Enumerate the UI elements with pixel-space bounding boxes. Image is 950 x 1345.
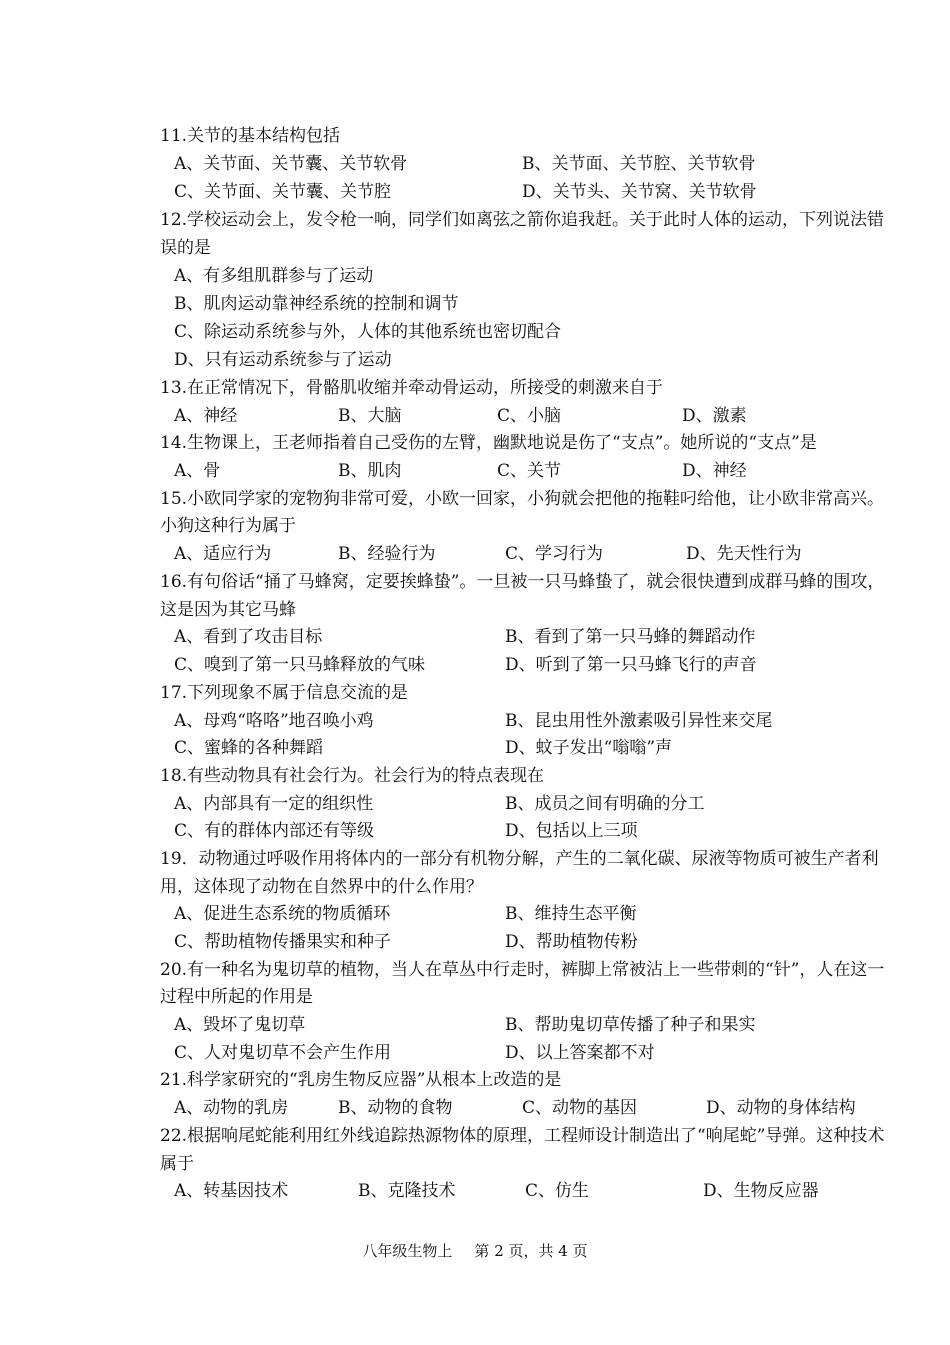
q13-option-a: A、神经 xyxy=(174,406,238,426)
q19-option-c: C、帮助植物传播果实和种子 xyxy=(174,932,392,952)
q14-option-a: A、骨 xyxy=(174,461,221,481)
q17-option-d: D、蚊子发出“嗡嗡”声 xyxy=(505,738,673,758)
q16-option-b: B、看到了第一只马蜂的舞蹈动作 xyxy=(505,627,756,647)
q20-option-a: A、毁坏了鬼切草 xyxy=(174,1015,306,1035)
q22-stem-line2: 属于 xyxy=(160,1154,194,1174)
q21-stem: 21.科学家研究的“乳房生物反应器”从根本上改造的是 xyxy=(160,1070,562,1090)
q18-option-c: C、有的群体内部还有等级 xyxy=(174,821,375,841)
q17-stem: 17.下列现象不属于信息交流的是 xyxy=(160,683,409,703)
q20-stem-line2: 过程中所起的作用是 xyxy=(160,987,313,1007)
footer-course: 八年级生物上 xyxy=(362,1242,453,1260)
q15-option-d: D、先天性行为 xyxy=(686,544,802,564)
q19-option-d: D、帮助植物传粉 xyxy=(505,932,638,952)
q11-option-d: D、关节头、关节窝、关节软骨 xyxy=(522,182,757,202)
q19-stem-line2: 用，这体现了动物在自然界中的什么作用？ xyxy=(160,877,483,897)
q21-option-a: A、动物的乳房 xyxy=(174,1098,289,1118)
q18-option-d: D、包括以上三项 xyxy=(505,821,638,841)
q15-stem-line2: 小狗这种行为属于 xyxy=(160,516,296,536)
q20-option-b: B、帮助鬼切草传播了种子和果实 xyxy=(505,1015,756,1035)
q12-option-d: D、只有运动系统参与了运动 xyxy=(174,350,392,370)
q16-option-d: D、听到了第一只马蜂飞行的声音 xyxy=(505,655,757,675)
q14-option-d: D、神经 xyxy=(682,461,747,481)
q22-option-b: B、克隆技术 xyxy=(358,1181,456,1201)
q14-stem: 14.生物课上，王老师指着自己受伤的左臂，幽默地说是伤了“支点”。她所说的“支点”是 xyxy=(160,433,817,453)
footer-page-number: 第 2 页，共 4 页 xyxy=(474,1242,588,1260)
q13-option-c: C、小脑 xyxy=(497,406,562,426)
q12-stem-line2: 误的是 xyxy=(160,238,211,258)
q14-option-b: B、肌肉 xyxy=(338,461,402,481)
q17-option-c: C、蜜蜂的各种舞蹈 xyxy=(174,738,324,758)
q22-option-a: A、转基因技术 xyxy=(174,1181,289,1201)
q19-option-b: B、维持生态平衡 xyxy=(505,904,637,924)
q20-stem-line1: 20.有一种名为鬼切草的植物，当人在草丛中行走时，裤脚上常被沾上一些带刺的“针”，人在这一 xyxy=(160,960,885,980)
q15-option-a: A、适应行为 xyxy=(174,544,272,564)
q16-stem-line2: 这是因为其它马蜂 xyxy=(160,600,296,620)
q16-option-a: A、看到了攻击目标 xyxy=(174,627,323,647)
q12-stem-line1: 12.学校运动会上，发令枪一响，同学们如离弦之箭你追我赶。关于此时人体的运动，下列说法错 xyxy=(160,210,885,230)
q18-option-b: B、成员之间有明确的分工 xyxy=(505,794,705,814)
q19-option-a: A、促进生态系统的物质循环 xyxy=(174,904,391,924)
q11-option-a: A、关节面、关节囊、关节软骨 xyxy=(174,154,408,174)
q14-option-c: C、关节 xyxy=(497,461,562,481)
q22-stem-line1: 22.根据响尾蛇能利用红外线追踪热源物体的原理，工程师设计制造出了“响尾蛇”导弹。这种技术 xyxy=(160,1126,885,1146)
q11-option-c: C、关节面、关节囊、关节腔 xyxy=(174,182,392,202)
q12-option-a: A、有多组肌群参与了运动 xyxy=(174,266,374,286)
q16-option-c: C、嗅到了第一只马蜂释放的气味 xyxy=(174,655,426,675)
q13-option-d: D、激素 xyxy=(682,406,747,426)
q22-option-c: C、仿生 xyxy=(525,1181,590,1201)
q21-option-c: C、动物的基因 xyxy=(522,1098,638,1118)
q17-option-b: B、昆虫用性外激素吸引异性来交尾 xyxy=(505,711,773,731)
q21-option-b: B、动物的食物 xyxy=(338,1098,453,1118)
q17-option-a: A、母鸡“咯咯”地召唤小鸡 xyxy=(174,711,374,731)
q13-stem: 13.在正常情况下，骨骼肌收缩并牵动骨运动，所接受的刺激来自于 xyxy=(160,378,664,398)
q11-option-b: B、关节面、关节腔、关节软骨 xyxy=(522,154,756,174)
q21-option-d: D、动物的身体结构 xyxy=(706,1098,856,1118)
q13-option-b: B、大脑 xyxy=(338,406,402,426)
q11-stem: 11.关节的基本结构包括 xyxy=(160,126,341,146)
q18-option-a: A、内部具有一定的组织性 xyxy=(174,794,374,814)
q22-option-d: D、生物反应器 xyxy=(703,1181,819,1201)
q15-option-c: C、学习行为 xyxy=(505,544,604,564)
page-footer xyxy=(0,1240,950,1262)
q20-option-c: C、人对鬼切草不会产生作用 xyxy=(174,1043,392,1063)
q12-option-b: B、肌肉运动靠神经系统的控制和调节 xyxy=(174,294,459,314)
q15-option-b: B、经验行为 xyxy=(338,544,436,564)
q15-stem-line1: 15.小欧同学家的宠物狗非常可爱，小欧一回家，小狗就会把他的拖鞋叼给他，让小欧非常高兴。 xyxy=(160,489,885,509)
q12-option-c: C、除运动系统参与外，人体的其他系统也密切配合 xyxy=(174,322,562,342)
q20-option-d: D、以上答案都不对 xyxy=(505,1043,655,1063)
q16-stem-line1: 16.有句俗话“捅了马蜂窝，定要挨蜂蛰”。一旦被一只马蜂蛰了，就会很快遭到成群马蜂的围攻， xyxy=(160,572,885,592)
q19-stem-line1: 19．动物通过呼吸作用将体内的一部分有机物分解，产生的二氧化碳、尿液等物质可被生产者利 xyxy=(160,849,879,869)
q18-stem: 18.有些动物具有社会行为。社会行为的特点表现在 xyxy=(160,766,545,786)
